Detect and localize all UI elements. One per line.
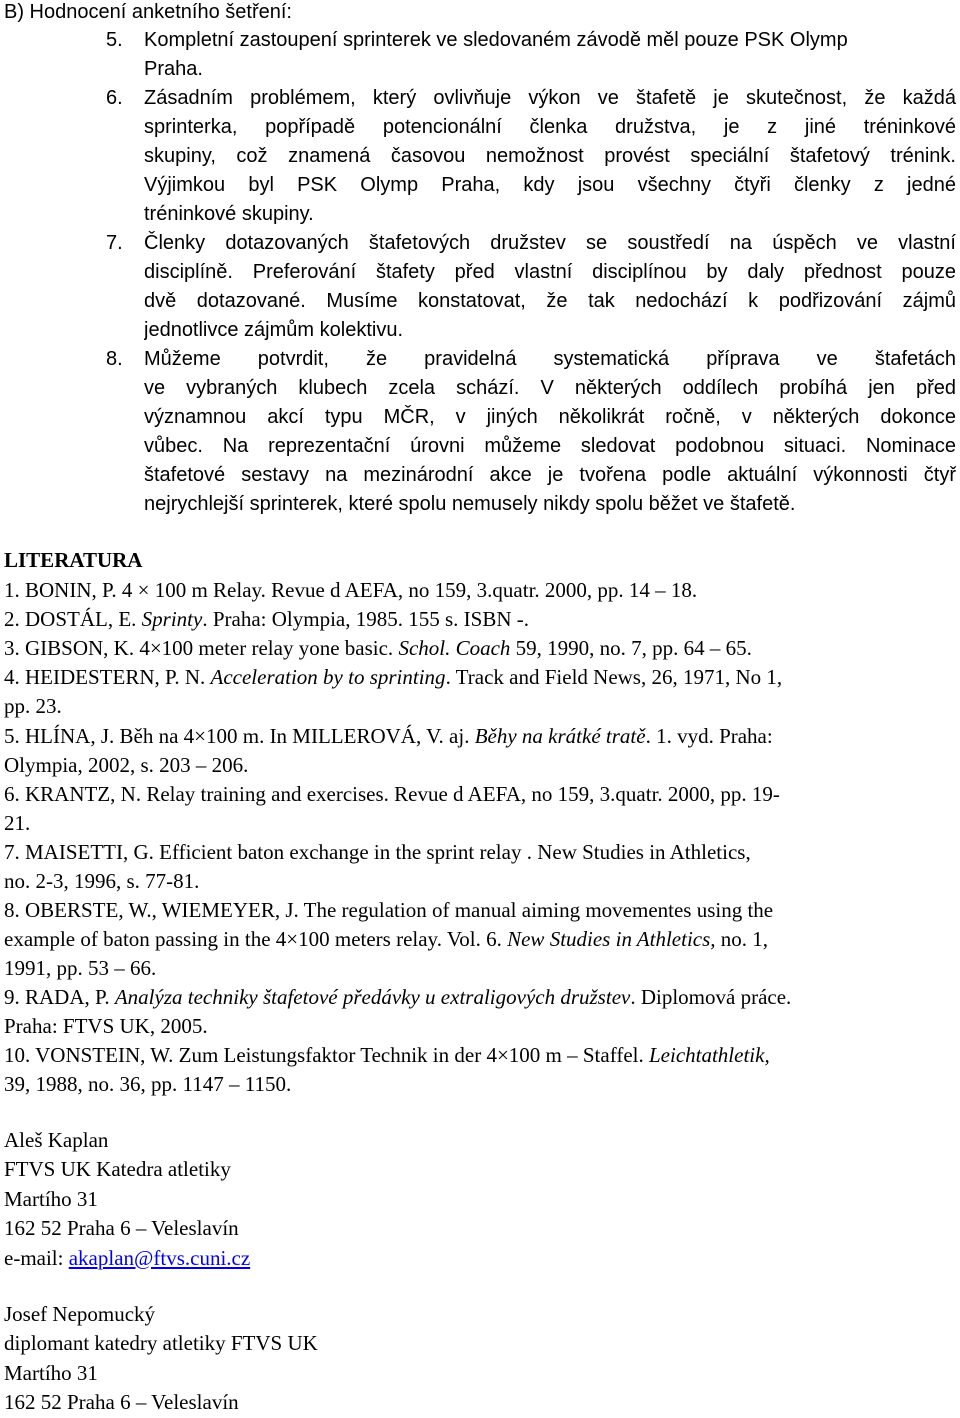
item-line: štafetové sestavy na mezinárodní akce je tvořena podle aktuální výkonnosti čtyř (144, 464, 956, 486)
author-street: Martího 31 (4, 1186, 98, 1211)
author-block-2 (4, 1300, 318, 1418)
item-line: disciplíně. Preferování štafety před vlastní disciplínou by daly přednost pouze (144, 261, 956, 283)
item-line: dvě dotazované. Musíme konstatovat, že tak nedochází k podřizování zájmů (144, 290, 956, 312)
author-affiliation: FTVS UK Katedra atletiky (4, 1157, 231, 1182)
reference-4: 4. HEIDESTERN, P. N. Acceleration by to sprinting. Track and Field News, 26, 1971, No 1, pp. 23. (4, 665, 783, 718)
item-line: Zásadním problémem, který ovlivňuje výkon ve štafetě je skutečnost, že každá (144, 87, 956, 109)
email-label: e-mail: (4, 1245, 69, 1270)
author-city: 162 52 Praha 6 – Veleslavín (4, 1390, 239, 1415)
reference-9: 9. RADA, P. Analýza techniky štafetové předávky u extraligových družstev. Diplomová práce. Praha: FTVS UK, 2005. (4, 985, 792, 1038)
email-link[interactable]: akaplan@ftvs.cuni.cz (68, 1245, 251, 1270)
author-block-1 (4, 1126, 250, 1273)
item-line: ve vybraných klubech zcela schází. V některých oddílech probíhá jen před (144, 377, 956, 399)
reference-2: 2. DOSTÁL, E. Sprinty. Praha: Olympia, 1985. 155 s. ISBN -. (4, 607, 529, 631)
item-line: sprinterka, popřípadě potencionální členka družstva, je z jiné tréninkové (144, 116, 956, 138)
item-line: tréninkové skupiny. (144, 203, 314, 225)
item-line: významnou akcí typu MČR, v jiných několikrát ročně, v některých dokonce (144, 406, 956, 428)
author-name: Aleš Kaplan (4, 1128, 109, 1152)
reference-5: 5. HLÍNA, J. Běh na 4×100 m. In MILLEROVÁ, V. aj. Běhy na krátké tratě. 1. vyd. Praha: Olympia, 2002, s. 203 – 206. (4, 724, 773, 777)
reference-7: 7. MAISETTI, G. Efficient baton exchange in the sprint relay . New Studies in Athletics, no. 2-3, 1996, s. 77-81. (4, 840, 751, 893)
section-title: B) Hodnocení anketního šetření: (4, 1, 292, 23)
author-email-line (4, 1244, 250, 1273)
reference-8: 8. OBERSTE, W., WIEMEYER, J. The regulation of manual aiming movementes using the example of baton passing in the 4×100 meters relay. Vol. 6. New Studies in Athletics, no. 1, 1991, pp. 53 – 66. (4, 898, 774, 980)
reference-10: 10. VONSTEIN, W. Zum Leistungsfaktor Technik in der 4×100 m – Staffel. Leichtathletik, 39, 1988, no. 36, pp. 1147 – 1150. (4, 1043, 770, 1096)
item-number: 7. (106, 232, 123, 254)
author-affiliation: diplomant katedry atletiky FTVS UK (4, 1331, 318, 1356)
reference-1: 1. BONIN, P. 4 × 100 m Relay. Revue d AEFA, no 159, 3.quatr. 2000, pp. 14 – 18. (4, 578, 698, 602)
item-line: jednotlivce zájmům kolektivu. (144, 319, 403, 341)
item-line: nejrychlejší sprinterek, které spolu nemusely nikdy spolu běžet ve štafetě. (144, 493, 796, 515)
item-number: 6. (106, 87, 123, 109)
author-name: Josef Nepomucký (4, 1302, 156, 1326)
reference-3: 3. GIBSON, K. 4×100 meter relay yone basic. Schol. Coach 59, 1990, no. 7, pp. 64 – 65. (4, 636, 752, 660)
item-line: skupiny, což znamená časovou nemožnost provést speciální štafetový trénink. (144, 145, 956, 167)
author-city: 162 52 Praha 6 – Veleslavín (4, 1216, 239, 1241)
literature-heading: LITERATURA (4, 548, 143, 572)
item-line: Praha. (144, 58, 203, 80)
item-line: Výjimkou byl PSK Olymp Praha, kdy jsou všechny čtyři členky z jedné (144, 174, 956, 196)
author-street: Martího 31 (4, 1360, 98, 1385)
item-line: Kompletní zastoupení sprinterek ve sledovaném závodě měl pouze PSK Olymp (144, 29, 848, 51)
item-line: Členky dotazovaných štafetových družstev se soustředí na úspěch ve vlastní (144, 232, 956, 254)
item-line: Můžeme potvrdit, že pravidelná systematická příprava ve štafetách (144, 348, 956, 370)
item-number: 5. (106, 29, 123, 51)
item-number: 8. (106, 348, 123, 370)
item-line: vůbec. Na reprezentační úrovni můžeme sledovat podobnou situaci. Nominace (144, 435, 956, 457)
reference-6: 6. KRANTZ, N. Relay training and exercises. Revue d AEFA, no 159, 3.quatr. 2000, pp. 19- 21. (4, 782, 780, 835)
